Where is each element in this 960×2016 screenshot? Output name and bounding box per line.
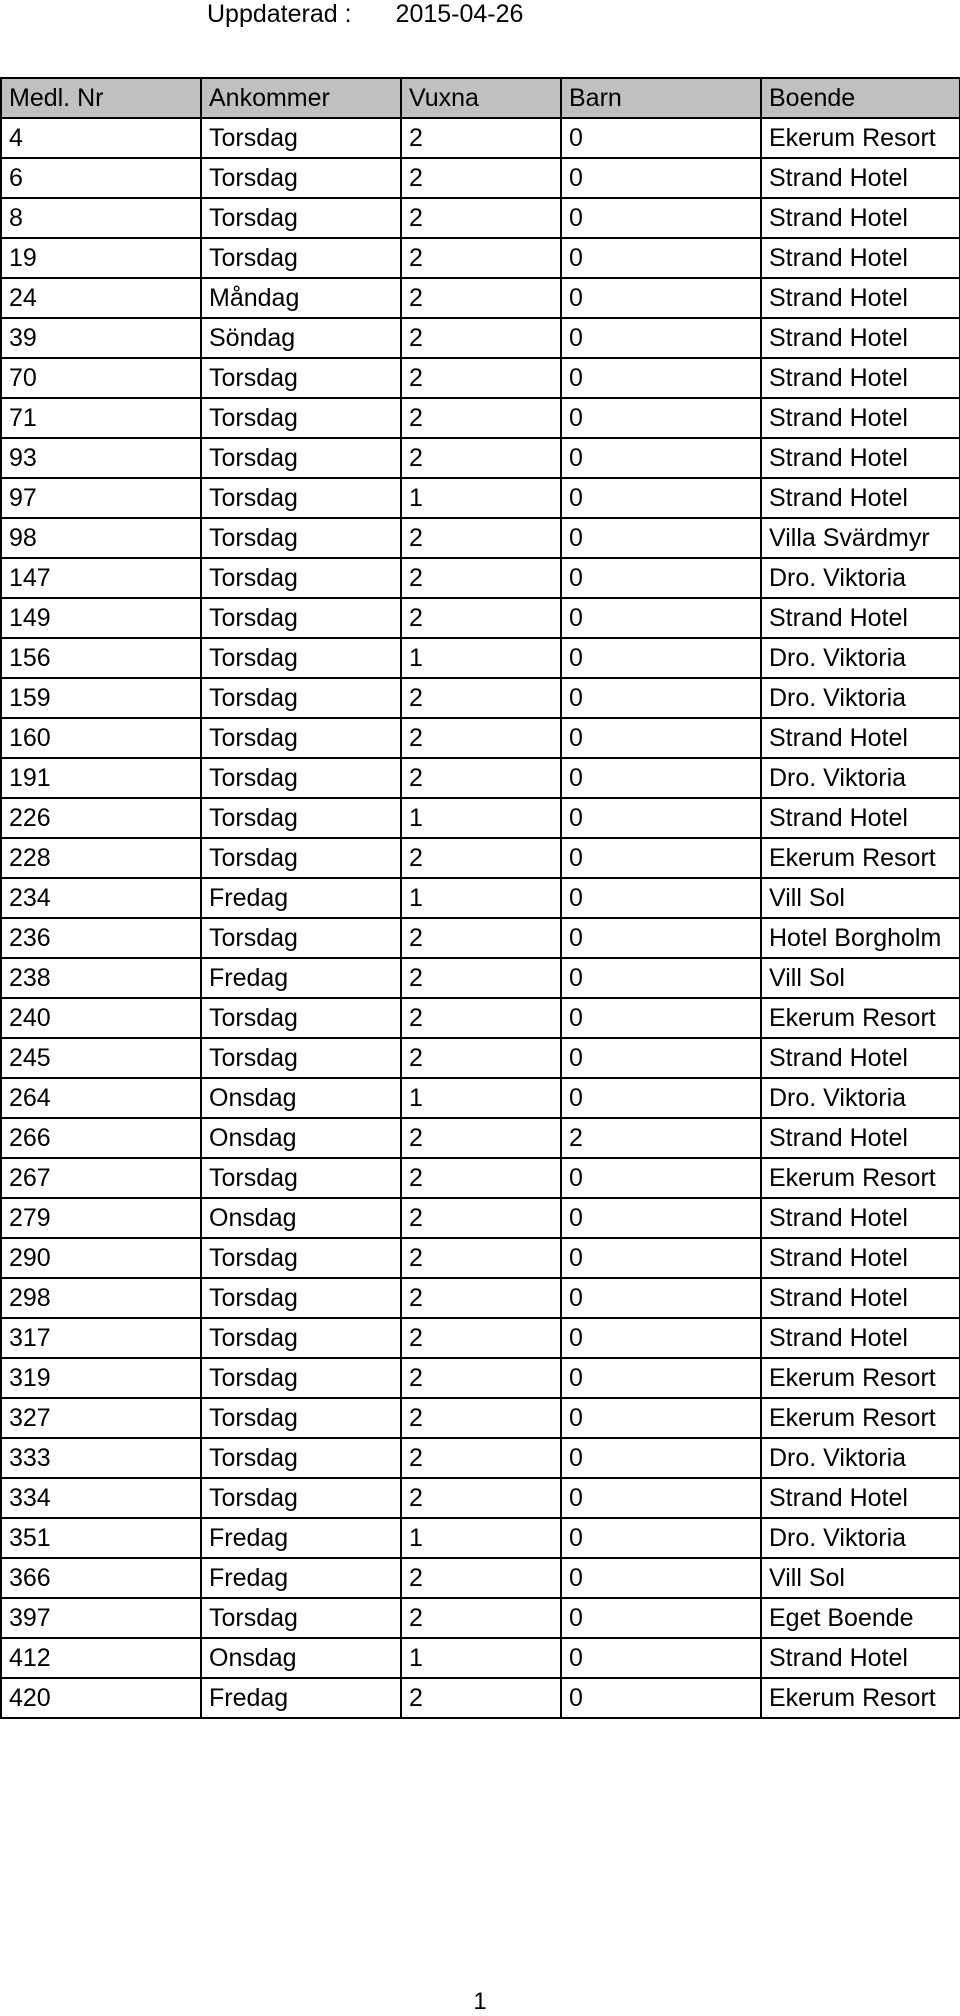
- cell-arrives: Torsdag: [201, 678, 401, 718]
- table-row: [1, 238, 960, 278]
- cell-children: 0: [561, 1358, 761, 1398]
- cell-adults: 2: [401, 718, 561, 758]
- cell-children: 0: [561, 838, 761, 878]
- cell-adults: 2: [401, 198, 561, 238]
- table-row: [1, 798, 960, 838]
- cell-adults: 2: [401, 1678, 561, 1718]
- cell-accommodation: Hotel Borgholm: [761, 918, 960, 958]
- cell-adults: 1: [401, 798, 561, 838]
- cell-accommodation: Ekerum Resort: [761, 1358, 960, 1398]
- cell-arrives: Torsdag: [201, 998, 401, 1038]
- cell-adults: 1: [401, 1638, 561, 1678]
- cell-children: 0: [561, 958, 761, 998]
- cell-adults: 2: [401, 1158, 561, 1198]
- table-row: [1, 718, 960, 758]
- cell-children: 0: [561, 1238, 761, 1278]
- cell-adults: 2: [401, 358, 561, 398]
- cell-accommodation: Dro. Viktoria: [761, 758, 960, 798]
- cell-adults: 2: [401, 278, 561, 318]
- cell-accommodation: Strand Hotel: [761, 1278, 960, 1318]
- cell-member-number: 319: [1, 1358, 201, 1398]
- cell-children: 0: [561, 878, 761, 918]
- cell-accommodation: Strand Hotel: [761, 278, 960, 318]
- cell-accommodation: Strand Hotel: [761, 158, 960, 198]
- updated-date: 2015-04-26: [395, 0, 524, 28]
- cell-children: 2: [561, 1118, 761, 1158]
- cell-accommodation: Dro. Viktoria: [761, 1518, 960, 1558]
- cell-adults: 1: [401, 878, 561, 918]
- updated-line: [207, 0, 523, 28]
- cell-arrives: Torsdag: [201, 118, 401, 158]
- cell-accommodation: Ekerum Resort: [761, 1398, 960, 1438]
- cell-member-number: 6: [1, 158, 201, 198]
- cell-adults: 1: [401, 1078, 561, 1118]
- cell-arrives: Torsdag: [201, 1318, 401, 1358]
- cell-arrives: Torsdag: [201, 198, 401, 238]
- column-header-children: Barn: [561, 78, 761, 118]
- cell-member-number: 290: [1, 1238, 201, 1278]
- cell-adults: 2: [401, 558, 561, 598]
- cell-children: 0: [561, 1478, 761, 1518]
- cell-accommodation: Vill Sol: [761, 878, 960, 918]
- cell-member-number: 327: [1, 1398, 201, 1438]
- cell-arrives: Torsdag: [201, 158, 401, 198]
- cell-accommodation: Strand Hotel: [761, 318, 960, 358]
- cell-arrives: Onsdag: [201, 1638, 401, 1678]
- cell-children: 0: [561, 478, 761, 518]
- cell-children: 0: [561, 1638, 761, 1678]
- cell-accommodation: Strand Hotel: [761, 798, 960, 838]
- cell-arrives: Fredag: [201, 1678, 401, 1718]
- table-row: [1, 1398, 960, 1438]
- cell-children: 0: [561, 1158, 761, 1198]
- cell-member-number: 298: [1, 1278, 201, 1318]
- cell-member-number: 160: [1, 718, 201, 758]
- cell-adults: 1: [401, 638, 561, 678]
- cell-member-number: 4: [1, 118, 201, 158]
- cell-children: 0: [561, 1558, 761, 1598]
- cell-member-number: 397: [1, 1598, 201, 1638]
- cell-accommodation: Strand Hotel: [761, 1638, 960, 1678]
- cell-accommodation: Strand Hotel: [761, 478, 960, 518]
- cell-accommodation: Vill Sol: [761, 1558, 960, 1598]
- cell-arrives: Torsdag: [201, 398, 401, 438]
- members-table: [0, 77, 960, 1719]
- table-row: [1, 1198, 960, 1238]
- cell-adults: 2: [401, 1038, 561, 1078]
- cell-children: 0: [561, 1318, 761, 1358]
- table-row: [1, 638, 960, 678]
- cell-adults: 2: [401, 918, 561, 958]
- cell-accommodation: Dro. Viktoria: [761, 558, 960, 598]
- cell-accommodation: Dro. Viktoria: [761, 678, 960, 718]
- cell-member-number: 245: [1, 1038, 201, 1078]
- cell-children: 0: [561, 1278, 761, 1318]
- cell-accommodation: Ekerum Resort: [761, 998, 960, 1038]
- cell-accommodation: Strand Hotel: [761, 1118, 960, 1158]
- cell-member-number: 97: [1, 478, 201, 518]
- cell-accommodation: Strand Hotel: [761, 1478, 960, 1518]
- cell-arrives: Torsdag: [201, 558, 401, 598]
- cell-adults: 2: [401, 998, 561, 1038]
- table-row: [1, 1638, 960, 1678]
- cell-arrives: Torsdag: [201, 1438, 401, 1478]
- table-row: [1, 1238, 960, 1278]
- cell-children: 0: [561, 1198, 761, 1238]
- table-row: [1, 678, 960, 718]
- cell-children: 0: [561, 558, 761, 598]
- cell-member-number: 191: [1, 758, 201, 798]
- cell-arrives: Fredag: [201, 1558, 401, 1598]
- cell-adults: 2: [401, 1478, 561, 1518]
- cell-arrives: Torsdag: [201, 1478, 401, 1518]
- cell-arrives: Torsdag: [201, 1038, 401, 1078]
- cell-adults: 2: [401, 1238, 561, 1278]
- column-header-member-number: Medl. Nr: [1, 78, 201, 118]
- table-row: [1, 1278, 960, 1318]
- cell-arrives: Torsdag: [201, 918, 401, 958]
- cell-arrives: Fredag: [201, 1518, 401, 1558]
- cell-adults: 2: [401, 958, 561, 998]
- cell-member-number: 71: [1, 398, 201, 438]
- table-row: [1, 478, 960, 518]
- cell-adults: 2: [401, 758, 561, 798]
- cell-arrives: Onsdag: [201, 1078, 401, 1118]
- cell-arrives: Torsdag: [201, 518, 401, 558]
- cell-member-number: 93: [1, 438, 201, 478]
- cell-accommodation: Strand Hotel: [761, 438, 960, 478]
- cell-member-number: 19: [1, 238, 201, 278]
- cell-accommodation: Strand Hotel: [761, 398, 960, 438]
- cell-adults: 2: [401, 1198, 561, 1238]
- cell-adults: 1: [401, 478, 561, 518]
- cell-member-number: 24: [1, 278, 201, 318]
- cell-member-number: 264: [1, 1078, 201, 1118]
- cell-children: 0: [561, 1518, 761, 1558]
- table-header-row: [1, 78, 960, 118]
- cell-member-number: 333: [1, 1438, 201, 1478]
- cell-children: 0: [561, 318, 761, 358]
- table-row: [1, 1558, 960, 1598]
- cell-arrives: Torsdag: [201, 598, 401, 638]
- cell-member-number: 98: [1, 518, 201, 558]
- cell-member-number: 334: [1, 1478, 201, 1518]
- cell-member-number: 236: [1, 918, 201, 958]
- cell-member-number: 228: [1, 838, 201, 878]
- cell-member-number: 156: [1, 638, 201, 678]
- cell-children: 0: [561, 798, 761, 838]
- cell-accommodation: Dro. Viktoria: [761, 1438, 960, 1478]
- cell-arrives: Torsdag: [201, 758, 401, 798]
- table-row: [1, 358, 960, 398]
- cell-children: 0: [561, 718, 761, 758]
- cell-accommodation: Strand Hotel: [761, 1318, 960, 1358]
- cell-children: 0: [561, 1398, 761, 1438]
- cell-adults: 2: [401, 1558, 561, 1598]
- table-row: [1, 1038, 960, 1078]
- cell-children: 0: [561, 278, 761, 318]
- cell-children: 0: [561, 358, 761, 398]
- cell-arrives: Torsdag: [201, 438, 401, 478]
- cell-children: 0: [561, 438, 761, 478]
- table-row: [1, 318, 960, 358]
- cell-member-number: 39: [1, 318, 201, 358]
- table-row: [1, 1118, 960, 1158]
- cell-accommodation: Ekerum Resort: [761, 838, 960, 878]
- cell-member-number: 70: [1, 358, 201, 398]
- table-row: [1, 958, 960, 998]
- table-row: [1, 518, 960, 558]
- cell-member-number: 8: [1, 198, 201, 238]
- cell-children: 0: [561, 1438, 761, 1478]
- cell-adults: 1: [401, 1518, 561, 1558]
- cell-arrives: Torsdag: [201, 1398, 401, 1438]
- table-row: [1, 1158, 960, 1198]
- table-row: [1, 1598, 960, 1638]
- cell-accommodation: Villa Svärdmyr: [761, 518, 960, 558]
- cell-arrives: Torsdag: [201, 238, 401, 278]
- cell-children: 0: [561, 1598, 761, 1638]
- column-header-adults: Vuxna: [401, 78, 561, 118]
- cell-member-number: 412: [1, 1638, 201, 1678]
- column-header-accommodation: Boende: [761, 78, 960, 118]
- table-row: [1, 1358, 960, 1398]
- cell-children: 0: [561, 1078, 761, 1118]
- cell-children: 0: [561, 398, 761, 438]
- cell-arrives: Torsdag: [201, 1278, 401, 1318]
- table-row: [1, 1078, 960, 1118]
- cell-member-number: 279: [1, 1198, 201, 1238]
- table-row: [1, 198, 960, 238]
- cell-accommodation: Strand Hotel: [761, 238, 960, 278]
- cell-arrives: Torsdag: [201, 478, 401, 518]
- cell-adults: 2: [401, 518, 561, 558]
- cell-accommodation: Vill Sol: [761, 958, 960, 998]
- cell-children: 0: [561, 918, 761, 958]
- cell-member-number: 238: [1, 958, 201, 998]
- cell-arrives: Söndag: [201, 318, 401, 358]
- cell-member-number: 420: [1, 1678, 201, 1718]
- cell-children: 0: [561, 638, 761, 678]
- column-header-arrives: Ankommer: [201, 78, 401, 118]
- cell-children: 0: [561, 238, 761, 278]
- table-row: [1, 1438, 960, 1478]
- cell-children: 0: [561, 678, 761, 718]
- cell-member-number: 366: [1, 1558, 201, 1598]
- cell-member-number: 351: [1, 1518, 201, 1558]
- cell-arrives: Onsdag: [201, 1198, 401, 1238]
- cell-adults: 2: [401, 1318, 561, 1358]
- table-row: [1, 838, 960, 878]
- cell-children: 0: [561, 118, 761, 158]
- cell-children: 0: [561, 198, 761, 238]
- cell-adults: 2: [401, 838, 561, 878]
- cell-adults: 2: [401, 1278, 561, 1318]
- cell-arrives: Torsdag: [201, 1238, 401, 1278]
- table-row: [1, 998, 960, 1038]
- table-row: [1, 1678, 960, 1718]
- cell-children: 0: [561, 998, 761, 1038]
- cell-arrives: Torsdag: [201, 1598, 401, 1638]
- cell-children: 0: [561, 598, 761, 638]
- cell-member-number: 149: [1, 598, 201, 638]
- cell-accommodation: Ekerum Resort: [761, 1678, 960, 1718]
- cell-adults: 2: [401, 1358, 561, 1398]
- cell-adults: 2: [401, 1118, 561, 1158]
- cell-adults: 2: [401, 1598, 561, 1638]
- cell-accommodation: Strand Hotel: [761, 358, 960, 398]
- cell-member-number: 159: [1, 678, 201, 718]
- cell-accommodation: Dro. Viktoria: [761, 638, 960, 678]
- cell-adults: 2: [401, 318, 561, 358]
- cell-accommodation: Strand Hotel: [761, 1038, 960, 1078]
- cell-arrives: Måndag: [201, 278, 401, 318]
- table-row: [1, 878, 960, 918]
- cell-accommodation: Dro. Viktoria: [761, 1078, 960, 1118]
- cell-adults: 2: [401, 1398, 561, 1438]
- table-row: [1, 918, 960, 958]
- table-row: [1, 1478, 960, 1518]
- cell-accommodation: Eget Boende: [761, 1598, 960, 1638]
- table-row: [1, 598, 960, 638]
- cell-member-number: 266: [1, 1118, 201, 1158]
- table-row: [1, 558, 960, 598]
- cell-accommodation: Ekerum Resort: [761, 1158, 960, 1198]
- cell-arrives: Torsdag: [201, 718, 401, 758]
- updated-label: Uppdaterad :: [207, 0, 352, 28]
- cell-arrives: Onsdag: [201, 1118, 401, 1158]
- table-row: [1, 1518, 960, 1558]
- cell-arrives: Fredag: [201, 958, 401, 998]
- cell-adults: 2: [401, 158, 561, 198]
- cell-accommodation: Strand Hotel: [761, 1238, 960, 1278]
- cell-accommodation: Strand Hotel: [761, 718, 960, 758]
- cell-adults: 2: [401, 678, 561, 718]
- cell-accommodation: Strand Hotel: [761, 598, 960, 638]
- cell-member-number: 240: [1, 998, 201, 1038]
- cell-adults: 2: [401, 598, 561, 638]
- cell-adults: 2: [401, 118, 561, 158]
- cell-member-number: 234: [1, 878, 201, 918]
- cell-adults: 2: [401, 398, 561, 438]
- cell-member-number: 267: [1, 1158, 201, 1198]
- cell-children: 0: [561, 1678, 761, 1718]
- cell-children: 0: [561, 758, 761, 798]
- cell-accommodation: Strand Hotel: [761, 1198, 960, 1238]
- table-row: [1, 758, 960, 798]
- cell-arrives: Torsdag: [201, 798, 401, 838]
- table-row: [1, 118, 960, 158]
- cell-children: 0: [561, 1038, 761, 1078]
- table-row: [1, 438, 960, 478]
- table-row: [1, 1318, 960, 1358]
- cell-arrives: Torsdag: [201, 1158, 401, 1198]
- cell-arrives: Torsdag: [201, 358, 401, 398]
- cell-arrives: Fredag: [201, 878, 401, 918]
- page-number: 1: [473, 1988, 487, 2015]
- cell-arrives: Torsdag: [201, 838, 401, 878]
- table-row: [1, 158, 960, 198]
- cell-accommodation: Ekerum Resort: [761, 118, 960, 158]
- cell-adults: 2: [401, 438, 561, 478]
- cell-member-number: 147: [1, 558, 201, 598]
- cell-children: 0: [561, 518, 761, 558]
- table-row: [1, 278, 960, 318]
- cell-adults: 2: [401, 1438, 561, 1478]
- cell-arrives: Torsdag: [201, 638, 401, 678]
- cell-arrives: Torsdag: [201, 1358, 401, 1398]
- table-row: [1, 398, 960, 438]
- cell-children: 0: [561, 158, 761, 198]
- cell-accommodation: Strand Hotel: [761, 198, 960, 238]
- cell-member-number: 226: [1, 798, 201, 838]
- table-body: [1, 118, 960, 1718]
- cell-adults: 2: [401, 238, 561, 278]
- cell-member-number: 317: [1, 1318, 201, 1358]
